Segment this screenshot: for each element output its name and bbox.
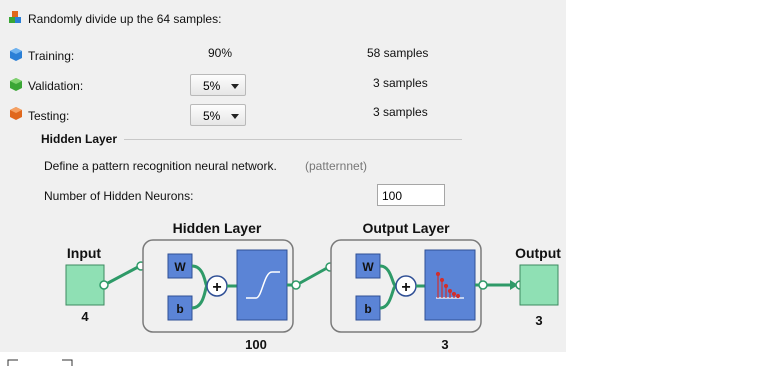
training-label: Training: — [28, 49, 75, 63]
hidden-size: 100 — [245, 337, 267, 352]
testing-percent-dropdown[interactable] — [190, 104, 246, 126]
output-bias-label: b — [364, 302, 372, 316]
testing-label: Testing: — [28, 109, 70, 123]
hidden-output-wire — [300, 268, 327, 283]
testing-percent-value: 5% — [203, 109, 221, 123]
section-divider — [124, 139, 462, 140]
hidden-neurons-input[interactable] — [377, 184, 445, 206]
sigmoid-transfer-block — [237, 250, 287, 320]
network-diagram — [0, 212, 566, 352]
testing-samples: 3 samples — [373, 105, 428, 119]
input-title: Input — [66, 245, 102, 261]
output-sum-symbol: + — [401, 279, 411, 296]
network-function-name: (patternnet) — [305, 159, 368, 173]
validation-label: Validation: — [28, 79, 84, 93]
green-cube-icon — [9, 77, 23, 91]
softmax-transfer-block — [425, 250, 475, 320]
validation-samples: 3 samples — [373, 76, 428, 90]
hidden-sum-symbol: + — [212, 279, 222, 296]
output-node — [520, 265, 558, 305]
hidden-neurons-value: 100 — [382, 189, 403, 203]
hidden-neurons-label: Number of Hidden Neurons: — [44, 189, 194, 203]
hidden-layer-title: Hidden Layer — [172, 220, 262, 236]
output-layer-title: Output Layer — [362, 220, 450, 236]
divide-samples-heading: Randomly divide up the 64 samples: — [28, 12, 222, 26]
validation-percent-value: 5% — [203, 79, 221, 93]
cubes-icon — [9, 11, 23, 25]
output-weight-label: W — [362, 260, 374, 274]
output-title: Output — [515, 245, 561, 261]
bracket-artifact — [0, 357, 90, 367]
orange-cube-icon — [9, 106, 23, 120]
hidden-bias-label: b — [176, 302, 184, 316]
input-size: 4 — [81, 309, 89, 324]
input-node — [66, 265, 104, 305]
output-layer-size: 3 — [441, 337, 449, 352]
chevron-down-icon — [231, 114, 239, 119]
hidden-weight-label: W — [174, 260, 186, 274]
chevron-down-icon — [231, 84, 239, 89]
blue-cube-icon — [9, 47, 23, 61]
output-size: 3 — [535, 313, 543, 328]
training-percent: 90% — [208, 46, 233, 60]
training-samples: 58 samples — [367, 46, 429, 60]
hidden-layer-section-title: Hidden Layer — [41, 132, 118, 146]
input-wire — [108, 267, 138, 283]
validation-percent-dropdown[interactable] — [190, 74, 246, 96]
network-description: Define a pattern recognition neural network. — [44, 159, 277, 173]
